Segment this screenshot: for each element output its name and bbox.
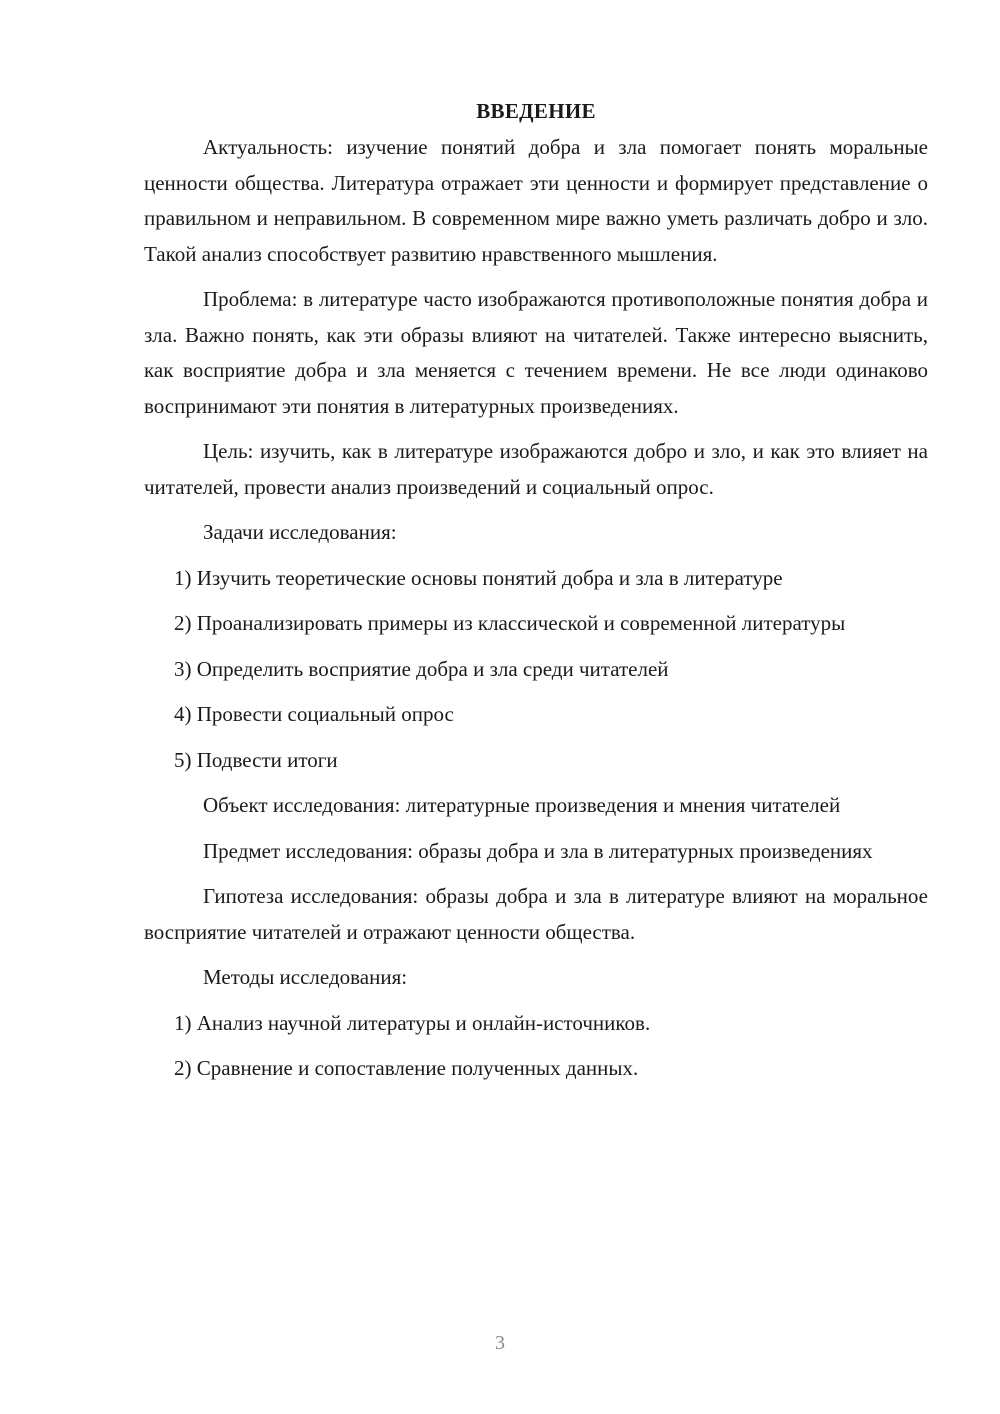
task-item: 5) Подвести итоги bbox=[174, 747, 338, 772]
methods-heading: Методы исследования: bbox=[203, 965, 408, 989]
method-item: 1) Анализ научной литературы и онлайн-источников. bbox=[174, 1010, 651, 1035]
task-item: 3) Определить восприятие добра и зла среди читателей bbox=[174, 656, 669, 681]
task-item: 4) Провести социальный опрос bbox=[174, 702, 454, 726]
document-page bbox=[144, 96, 928, 1097]
relevance-paragraph: Актуальность: изучение понятий добра и зла помогает понять моральные ценности общества. Литература отражает эти ценности и формирует представление о правильном и неправильном. В современном мире важно уметь различать добро и зло. Такой анализ способствует развитию нравственного мышления. bbox=[144, 135, 928, 266]
task-item: 2) Проанализировать примеры из классической и современной литературы bbox=[174, 611, 846, 635]
method-item: 2) Сравнение и сопоставление полученных данных. bbox=[174, 1056, 639, 1080]
tasks-heading: Задачи исследования: bbox=[203, 520, 397, 544]
hypothesis-paragraph: Гипотеза исследования: образы добра и зла в литературе влияют на моральное восприятие читателей и отражают ценности общества. bbox=[144, 884, 928, 944]
section-title: ВВЕДЕНИЕ bbox=[476, 99, 596, 123]
problem-paragraph: Проблема: в литературе часто изображаются противоположные понятия добра и зла. Важно понять, как эти образы влияют на читателей. Также интересно выяснить, как восприятие добра и зла меняется с течением времени. Не все люди одинаково воспринимают эти понятия в литературных произведениях. bbox=[144, 287, 928, 418]
subject-paragraph: Предмет исследования: образы добра и зла в литературных произведениях bbox=[203, 838, 873, 863]
page-number: 3 bbox=[495, 1332, 505, 1354]
object-paragraph: Объект исследования: литературные произведения и мнения читателей bbox=[203, 793, 841, 817]
goal-paragraph: Цель: изучить, как в литературе изображаются добро и зло, и как это влияет на читателей, провести анализ произведений и социальный опрос. bbox=[144, 439, 928, 499]
task-item: 1) Изучить теоретические основы понятий добра и зла в литературе bbox=[174, 565, 783, 590]
